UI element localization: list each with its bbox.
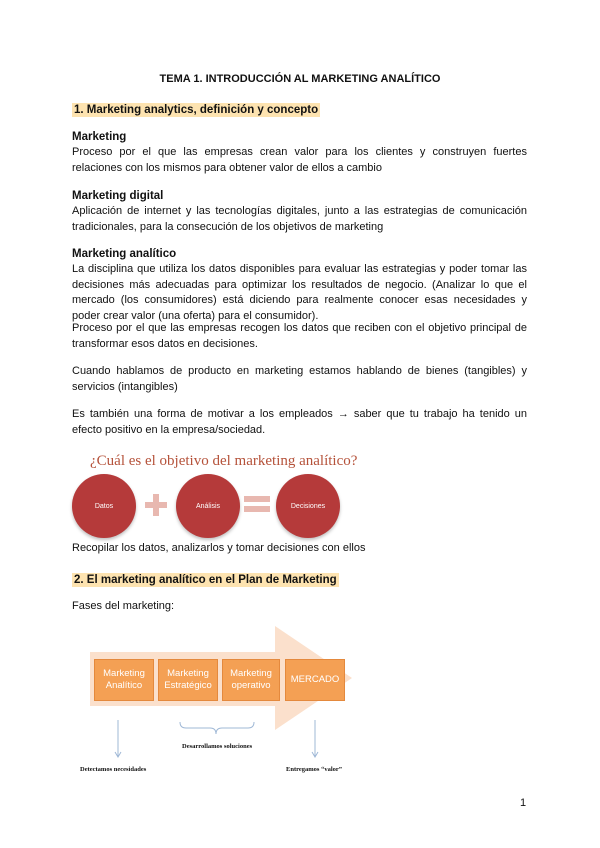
box-marketing-estrategico: Marketing Estratégico	[158, 659, 218, 701]
marketing-analitico-heading: Marketing analítico	[72, 248, 177, 260]
box-marketing-analitico: Marketing Analítico	[94, 659, 154, 701]
marketing-definition: Proceso por el que las empresas crean valor para los clientes y construyen fuertes relaciones con los mismos para obtener valor de ellos a cambio	[72, 146, 527, 174]
marketing-analitico-p4: Es también una forma de motivar a los empleados → saber que tu trabajo ha tenido un efecto positivo en la empresa/sociedad.	[72, 408, 527, 436]
circle-datos: Datos	[72, 474, 136, 538]
figure-caption: Recopilar los datos, analizarlos y tomar decisiones con ellos	[72, 542, 366, 554]
right-label: Entregamos “valor”	[286, 766, 343, 773]
marketing-digital-heading: Marketing digital	[72, 190, 164, 202]
circle-decisiones: Decisiones	[276, 474, 340, 538]
box-mercado: MERCADO	[285, 659, 345, 701]
brace-and-arrows	[80, 716, 350, 761]
figure-question: ¿Cuál es el objetivo del marketing analítico?	[90, 453, 358, 469]
marketing-digital-definition: Aplicación de internet y las tecnologías digitales, junto a las estrategias de comunicación tradicionales, para la consecución de los objetivos de marketing	[72, 205, 527, 233]
marketing-analitico-p2: Proceso por el que las empresas recogen los datos que reciben con el objetivo principal de transformar esos datos en decisiones.	[72, 322, 527, 350]
section-1-heading: 1. Marketing analytics, definición y concepto	[74, 104, 319, 116]
marketing-heading: Marketing	[72, 131, 127, 143]
left-label: Detectamos necesidades	[80, 766, 147, 773]
plus-icon	[145, 494, 167, 516]
brace-label: Desarrollamos soluciones	[182, 743, 253, 750]
page-title: TEMA 1. INTRODUCCIÓN AL MARKETING ANALÍTICO	[159, 73, 441, 85]
box-marketing-operativo: Marketing operativo	[222, 659, 280, 701]
marketing-analitico-p1: La disciplina que utiliza los datos disponibles para evaluar las estrategias y poder tomar las decisiones más adecuadas para optimizar los resultados de negocio. (Analizar lo que el mercado (los consumidores) está diciendo para realmente conocer esas necesidades y poder crear valor (una oferta) para el consumidor).	[72, 263, 527, 322]
section-2-heading: 2. El marketing analítico en el Plan de Marketing	[74, 574, 337, 586]
fases-intro: Fases del marketing:	[72, 600, 175, 612]
page-number: 1	[520, 797, 527, 809]
circle-analisis: Análisis	[176, 474, 240, 538]
marketing-analitico-p3: Cuando hablamos de producto en marketing estamos hablando de bienes (tangibles) y servicios (intangibles)	[72, 365, 527, 393]
equals-icon	[244, 494, 270, 514]
